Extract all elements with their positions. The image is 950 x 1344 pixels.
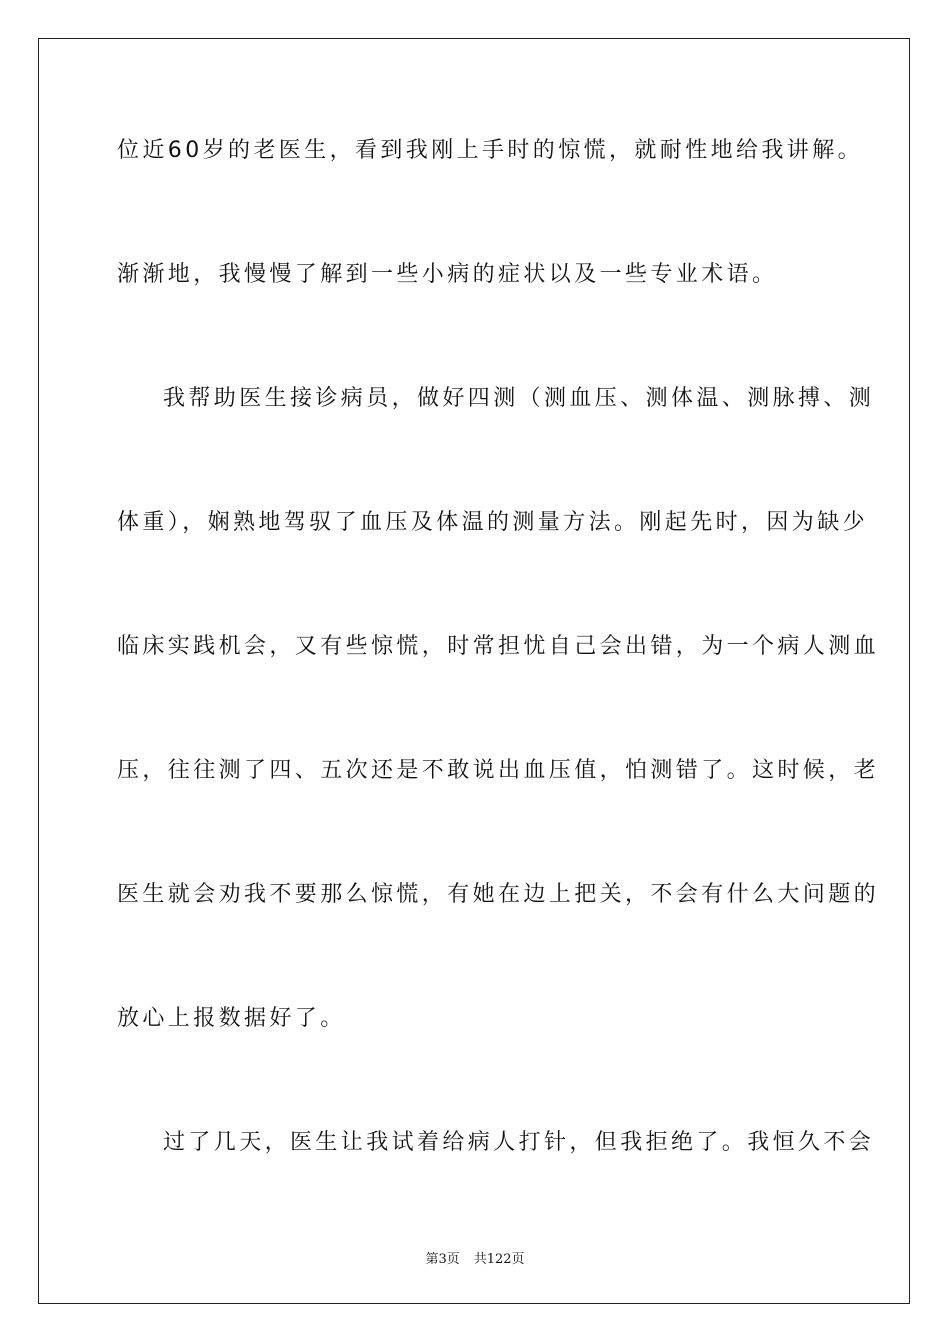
paragraph-line: 临床实践机会，又有些惊慌，时常担忧自己会出错，为一个病人测血 — [117, 634, 880, 659]
paragraph-line: 渐渐地，我慢慢了解到一些小病的症状以及一些专业术语。 — [117, 262, 778, 287]
paragraph-line: 医生就会劝我不要那么惊慌，有她在边上把关，不会有什么大问题的 — [117, 882, 880, 907]
paragraph-line: 位近60岁的老医生，看到我刚上手时的惊慌，就耐性地给我讲解。 — [117, 138, 863, 163]
paragraph-line: 过了几天，医生让我试着给病人打针，但我拒绝了。我恒久不会 — [163, 1130, 875, 1155]
paragraph-line: 放心上报数据好了。 — [117, 1006, 346, 1031]
paragraph-line: 压，往往测了四、五次还是不敢说出血压值，怕测错了。这时候，老 — [117, 758, 880, 783]
page-number: 第3页 — [425, 1252, 460, 1267]
paragraph-line: 我帮助医生接诊病员，做好四测（测血压、测体温、测脉搏、测 — [163, 386, 875, 411]
page-footer — [0, 1248, 950, 1267]
paragraph-line: 体重），娴熟地驾驭了血压及体温的测量方法。刚起先时，因为缺少 — [117, 510, 869, 535]
page-total: 共122页 — [473, 1252, 525, 1267]
page-frame — [38, 38, 910, 1304]
